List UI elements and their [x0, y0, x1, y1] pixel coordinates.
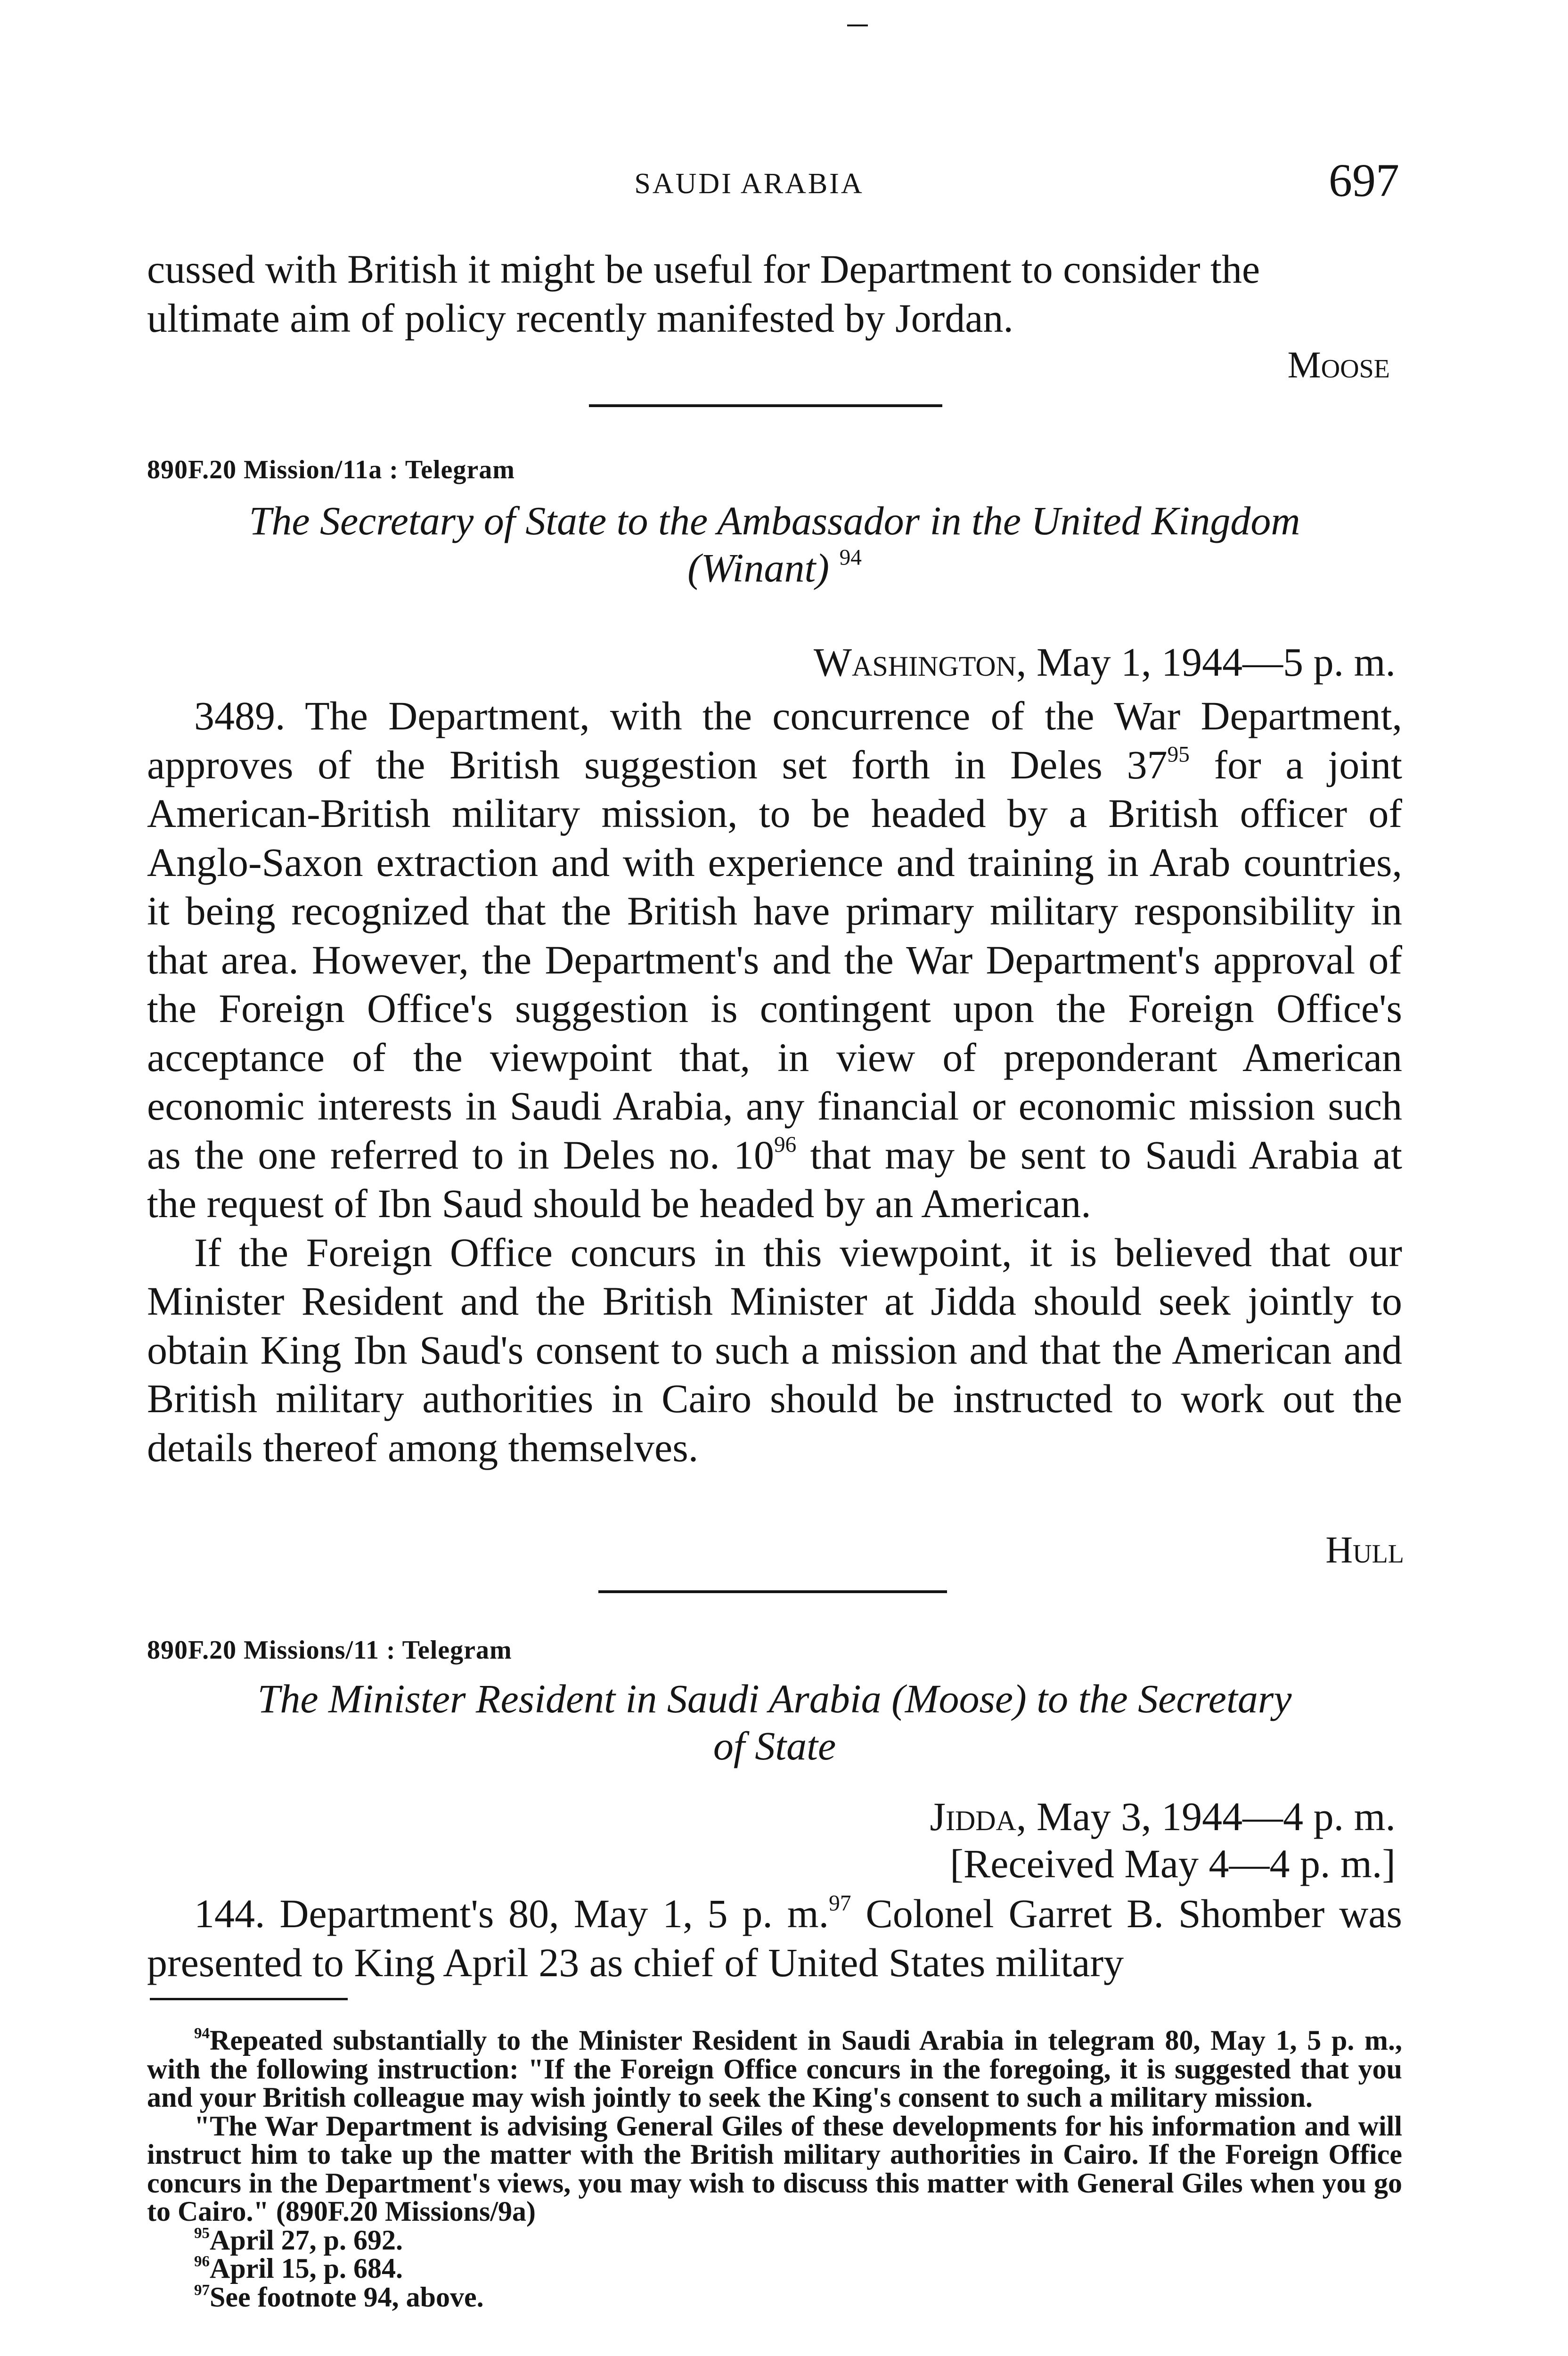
- footnote-94-quote: "The War Department is advising General Giles of these developments for his information and will instruct him to take up the matter with the British military authorities in Cairo. If the Foreign Office concurs in the Department's views, you may wish to discuss this matter with General Giles when you go to Cairo." (890F.20 Missions/9a): [147, 2110, 1402, 2227]
- doc1-line-1: cussed with British it might be useful for Department to consider the: [147, 246, 1260, 292]
- footnote-97-text: See footnote 94, above.: [210, 2281, 484, 2313]
- doc2-body: [147, 692, 1402, 1472]
- footnote-ref-96: 96: [774, 1132, 797, 1157]
- doc2-place: Washington: [813, 639, 1016, 685]
- doc3-heading: [147, 1675, 1402, 1769]
- doc3-heading-line-2: of State: [713, 1723, 836, 1768]
- doc2-para1-text-c: that may be sent to Saudi Arabia at the request of Ibn Saud should be headed by an American.: [147, 1132, 1402, 1226]
- doc2-para1-text-b: for a joint American-British military mission, to be headed by a British officer of Anglo-Saxon extraction and with experience and training in Arab countries, it being recognized that the British have primary military responsibility in that area. However, the Department's and the War Department's approval of the Foreign Office's suggestion is contingent upon the Foreign Office's acceptance of the viewpoint that, in view of preponderant American economic interests in Saudi Arabia, any financial or economic mission such as the one referred to in Deles no. 10: [147, 742, 1402, 1178]
- footnote-95-text: April 27, p. 692.: [210, 2224, 403, 2256]
- footnote-94: [147, 2026, 1402, 2112]
- doc3-para1-text-b: Colonel Garret B. Shomber was presented to King April 23 as chief of United States military: [147, 1891, 1402, 1985]
- doc3-date: , May 3, 1944—4 p. m.: [1016, 1794, 1396, 1839]
- doc3-body: [147, 1890, 1402, 1987]
- doc2-heading: [147, 497, 1402, 591]
- footnote-97-mark: 97: [194, 2281, 210, 2299]
- footnote-96: [147, 2254, 1402, 2283]
- doc2-dateline: [147, 638, 1396, 686]
- doc2-paragraph-2: If the Foreign Office concurs in this viewpoint, it is believed that our Minister Resident and the British Minister at Jidda should seek jointly to obtain King Ibn Saud's consent to such a mission and that the American and British military authorities in Cairo should be instructed to work out the details thereof among themselves.: [147, 1229, 1402, 1470]
- footnote-ref-97: 97: [829, 1891, 851, 1916]
- doc2-para1-text-a: 3489. The Department, with the concurrence of the War Department, approves of the British suggestion set forth in Deles 37: [147, 693, 1402, 787]
- doc3-received-line: [Received May 4—4 p. m.]: [950, 1841, 1396, 1886]
- footnote-96-text: April 15, p. 684.: [210, 2253, 403, 2284]
- footnote-95: [147, 2226, 1402, 2255]
- doc2-date: , May 1, 1944—5 p. m.: [1016, 639, 1396, 685]
- section-divider-1: [589, 404, 942, 407]
- top-mark: [847, 25, 868, 26]
- doc1-line-2: ultimate aim of policy recently manifested by Jordan.: [147, 295, 1013, 341]
- doc3-file-reference: 890F.20 Missions/11 : Telegram: [147, 1636, 512, 1665]
- doc3-paragraph-1: [147, 1890, 1402, 1987]
- doc2-heading-line-2: [147, 544, 1402, 591]
- doc2-addressee: (Winant): [687, 545, 830, 590]
- doc2-file-reference: 890F.20 Mission/11a : Telegram: [147, 455, 515, 484]
- doc3-para1-text-a: 144. Department's 80, May 1, 5 p. m.: [194, 1891, 829, 1936]
- section-divider-2: [598, 1590, 947, 1593]
- page-number: 697: [1329, 154, 1399, 206]
- footnote-94-mark: 94: [194, 2025, 210, 2042]
- doc3-dateline: [147, 1793, 1396, 1887]
- doc1-continuation: [147, 245, 1402, 343]
- doc3-heading-line-1: The Minister Resident in Saudi Arabia (Moose) to the Secretary: [257, 1676, 1292, 1721]
- footnotes: [147, 2026, 1402, 2311]
- footnote-ref-94: 94: [839, 545, 862, 570]
- footnote-96-mark: 96: [194, 2253, 210, 2270]
- footnote-94-text: Repeated substantially to the Minister Resident in Saudi Arabia in telegram 80, May 1, 5 p. m., with the following instruction: "If the Foreign Office concurs in the foregoing, it is suggested that you and your British colleague may wish jointly to seek the King's consent to such a military mission.: [147, 2025, 1402, 2113]
- doc2-paragraph-1: [147, 692, 1402, 1228]
- footnote-divider: [150, 1998, 348, 2000]
- footnote-ref-95: 95: [1167, 742, 1190, 767]
- doc3-sent-line: [147, 1793, 1396, 1840]
- doc2-heading-line-1: The Secretary of State to the Ambassador in the United Kingdom: [249, 498, 1300, 543]
- running-head-title: SAUDI ARABIA: [634, 168, 864, 200]
- doc2-signature: Hull: [1325, 1530, 1404, 1571]
- footnote-97: [147, 2283, 1402, 2312]
- doc3-place: Jidda: [930, 1794, 1016, 1839]
- footnote-95-mark: 95: [194, 2224, 210, 2241]
- doc1-signature: Moose: [1287, 344, 1390, 386]
